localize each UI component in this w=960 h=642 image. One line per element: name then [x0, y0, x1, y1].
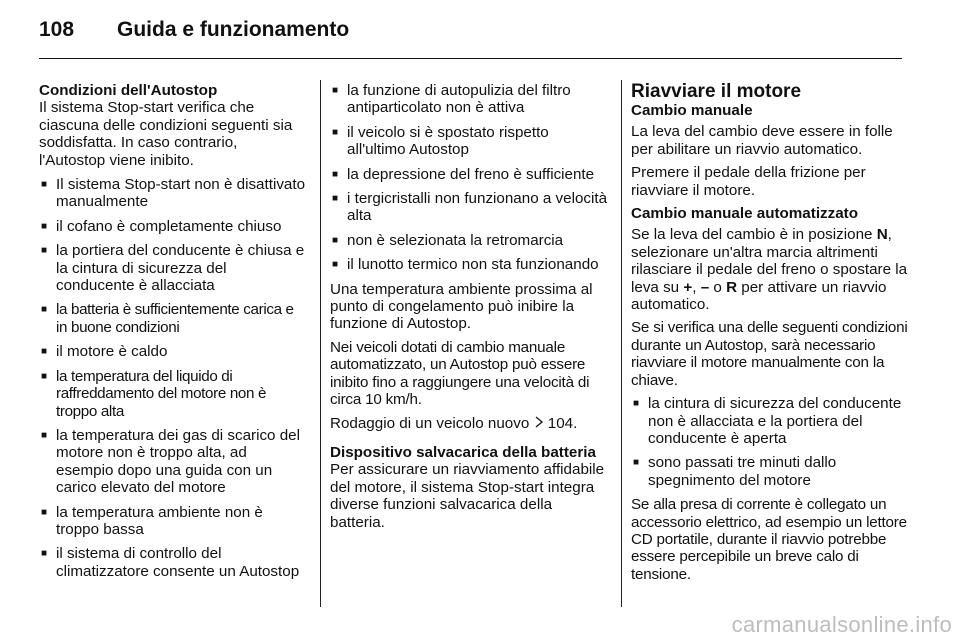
text-fragment: Se la leva del cambio è in posizione	[631, 226, 873, 244]
paragraph-voltage-drop: Se alla presa di corrente è collegato un accessorio elettrico, ad esempio un lettore CD portatile, durante il riavvio potrebbe essere percepibile un breve calo di tensione.	[631, 496, 907, 583]
arrow-ref-icon	[534, 415, 544, 432]
list-item: ■ la portiera del conducente è chiusa e la cintura di sicurezza del conducente è allacciata	[39, 242, 307, 294]
list-item: ■ sono passati tre minuti dallo spegnimento del motore	[631, 454, 909, 489]
column-left	[39, 82, 307, 587]
page-header	[39, 18, 349, 46]
paragraph-clutch: Premere il pedale della frizione per riavviare il motore.	[631, 164, 866, 199]
intro-paragraph: Il sistema Stop-start verifica che ciascuna delle condizioni seguenti sia soddisfatta. In caso contrario, l'Autostop viene inibito.	[39, 99, 293, 169]
list-item: ■ la temperatura dei gas di scarico del motore non è troppo alta, ad esempio dopo una guida con un carico elevato del motore	[39, 427, 307, 497]
heading-restart-engine: Riavviare il motore	[631, 81, 802, 102]
list-item: ■ il cofano è completamente chiuso	[39, 218, 307, 235]
list-item: ■ la funzione di autopulizia del filtro antiparticolato non è attiva	[330, 82, 608, 117]
subheading-manual-gearbox: Cambio manuale	[631, 102, 753, 119]
paragraph-battery-saver: Per assicurare un riavviamento affidabile del motore, il sistema Stop-start integra diverse funzioni salvacarica della batteria.	[330, 461, 605, 531]
gear-r-label: R	[726, 278, 738, 296]
paragraph-temperature: Una temperatura ambiente prossima al punto di congelamento può inibire la funzione di Autostop.	[330, 280, 593, 333]
column-middle	[330, 82, 608, 537]
watermark: carmanualsonline.info	[731, 612, 952, 637]
list-item: ■ non è selezionata la retromarcia	[330, 232, 608, 249]
paragraph-break-in	[330, 415, 608, 432]
list-item: ■ il lunotto termico non sta funzionando	[330, 256, 608, 273]
list-item: ■ la temperatura ambiente non è troppo bassa	[39, 504, 307, 539]
text-fragment: , selezionare un'altra marcia altrimenti rilasciare il pedale del freno o spostare la leva su	[631, 226, 908, 296]
column-divider	[320, 80, 321, 607]
page-number: 108	[39, 18, 75, 41]
gear-plus-label: +	[683, 278, 693, 296]
paragraph-manual-restart: Se si verifica una delle seguenti condizioni durante un Autostop, sarà necessario riavviare il motore manualmente con la chiave.	[631, 319, 908, 389]
list-item: ■ il veicolo si è spostato rispetto all'ultimo Autostop	[330, 124, 608, 159]
list-item: ■ la cintura di sicurezza del conducente non è allacciata e la portiera del conducente è aperta	[631, 395, 909, 447]
section-title: Guida e funzionamento	[117, 18, 350, 41]
gear-n-label: N	[876, 226, 888, 244]
subheading-automated-manual-gearbox: Cambio manuale automatizzato	[631, 205, 859, 223]
break-in-text: Rodaggio di un veicolo nuovo	[330, 414, 530, 432]
list-item: ■ la temperatura del liquido di raffreddamento del motore non è troppo alta	[39, 368, 307, 420]
column-right	[631, 82, 909, 589]
column-divider	[621, 80, 622, 607]
paragraph-position-n	[631, 226, 909, 313]
list-item: ■ i tergicristalli non funzionano a velocità alta	[330, 190, 608, 225]
list-item: ■ Il sistema Stop-start non è disattivato manualmente	[39, 176, 307, 211]
text-fragment: per attivare un riavvio automatico.	[631, 278, 887, 314]
manual-restart-list	[631, 395, 909, 489]
list-item: ■ il motore è caldo	[39, 343, 307, 360]
gear-minus-label: –	[700, 278, 710, 296]
page-ref-link[interactable]: 104.	[547, 414, 578, 432]
paragraph-neutral: La leva del cambio deve essere in folle per abilitare un riavvio automatico.	[631, 123, 893, 158]
conditions-list	[39, 176, 307, 580]
heading-autostop-conditions: Condizioni dell'Autostop	[39, 82, 218, 99]
text-fragment: ,	[692, 278, 697, 296]
paragraph-automated-gearbox: Nei veicoli dotati di cambio manuale automatizzato, un Autostop può essere inibito fino a raggiungere una velocità di circa 10 km/h.	[330, 338, 590, 409]
list-item: ■ la batteria è sufficientemente carica e in buone condizioni	[39, 301, 307, 336]
conditions-list-continued	[330, 82, 608, 274]
list-item: ■ il sistema di controllo del climatizzatore consente un Autostop	[39, 545, 307, 580]
header-rule	[39, 58, 902, 59]
heading-battery-saver: Dispositivo salvacarica della batteria	[330, 443, 596, 461]
list-item: ■ la depressione del freno è sufficiente	[330, 166, 608, 183]
text-fragment: o	[713, 278, 722, 296]
